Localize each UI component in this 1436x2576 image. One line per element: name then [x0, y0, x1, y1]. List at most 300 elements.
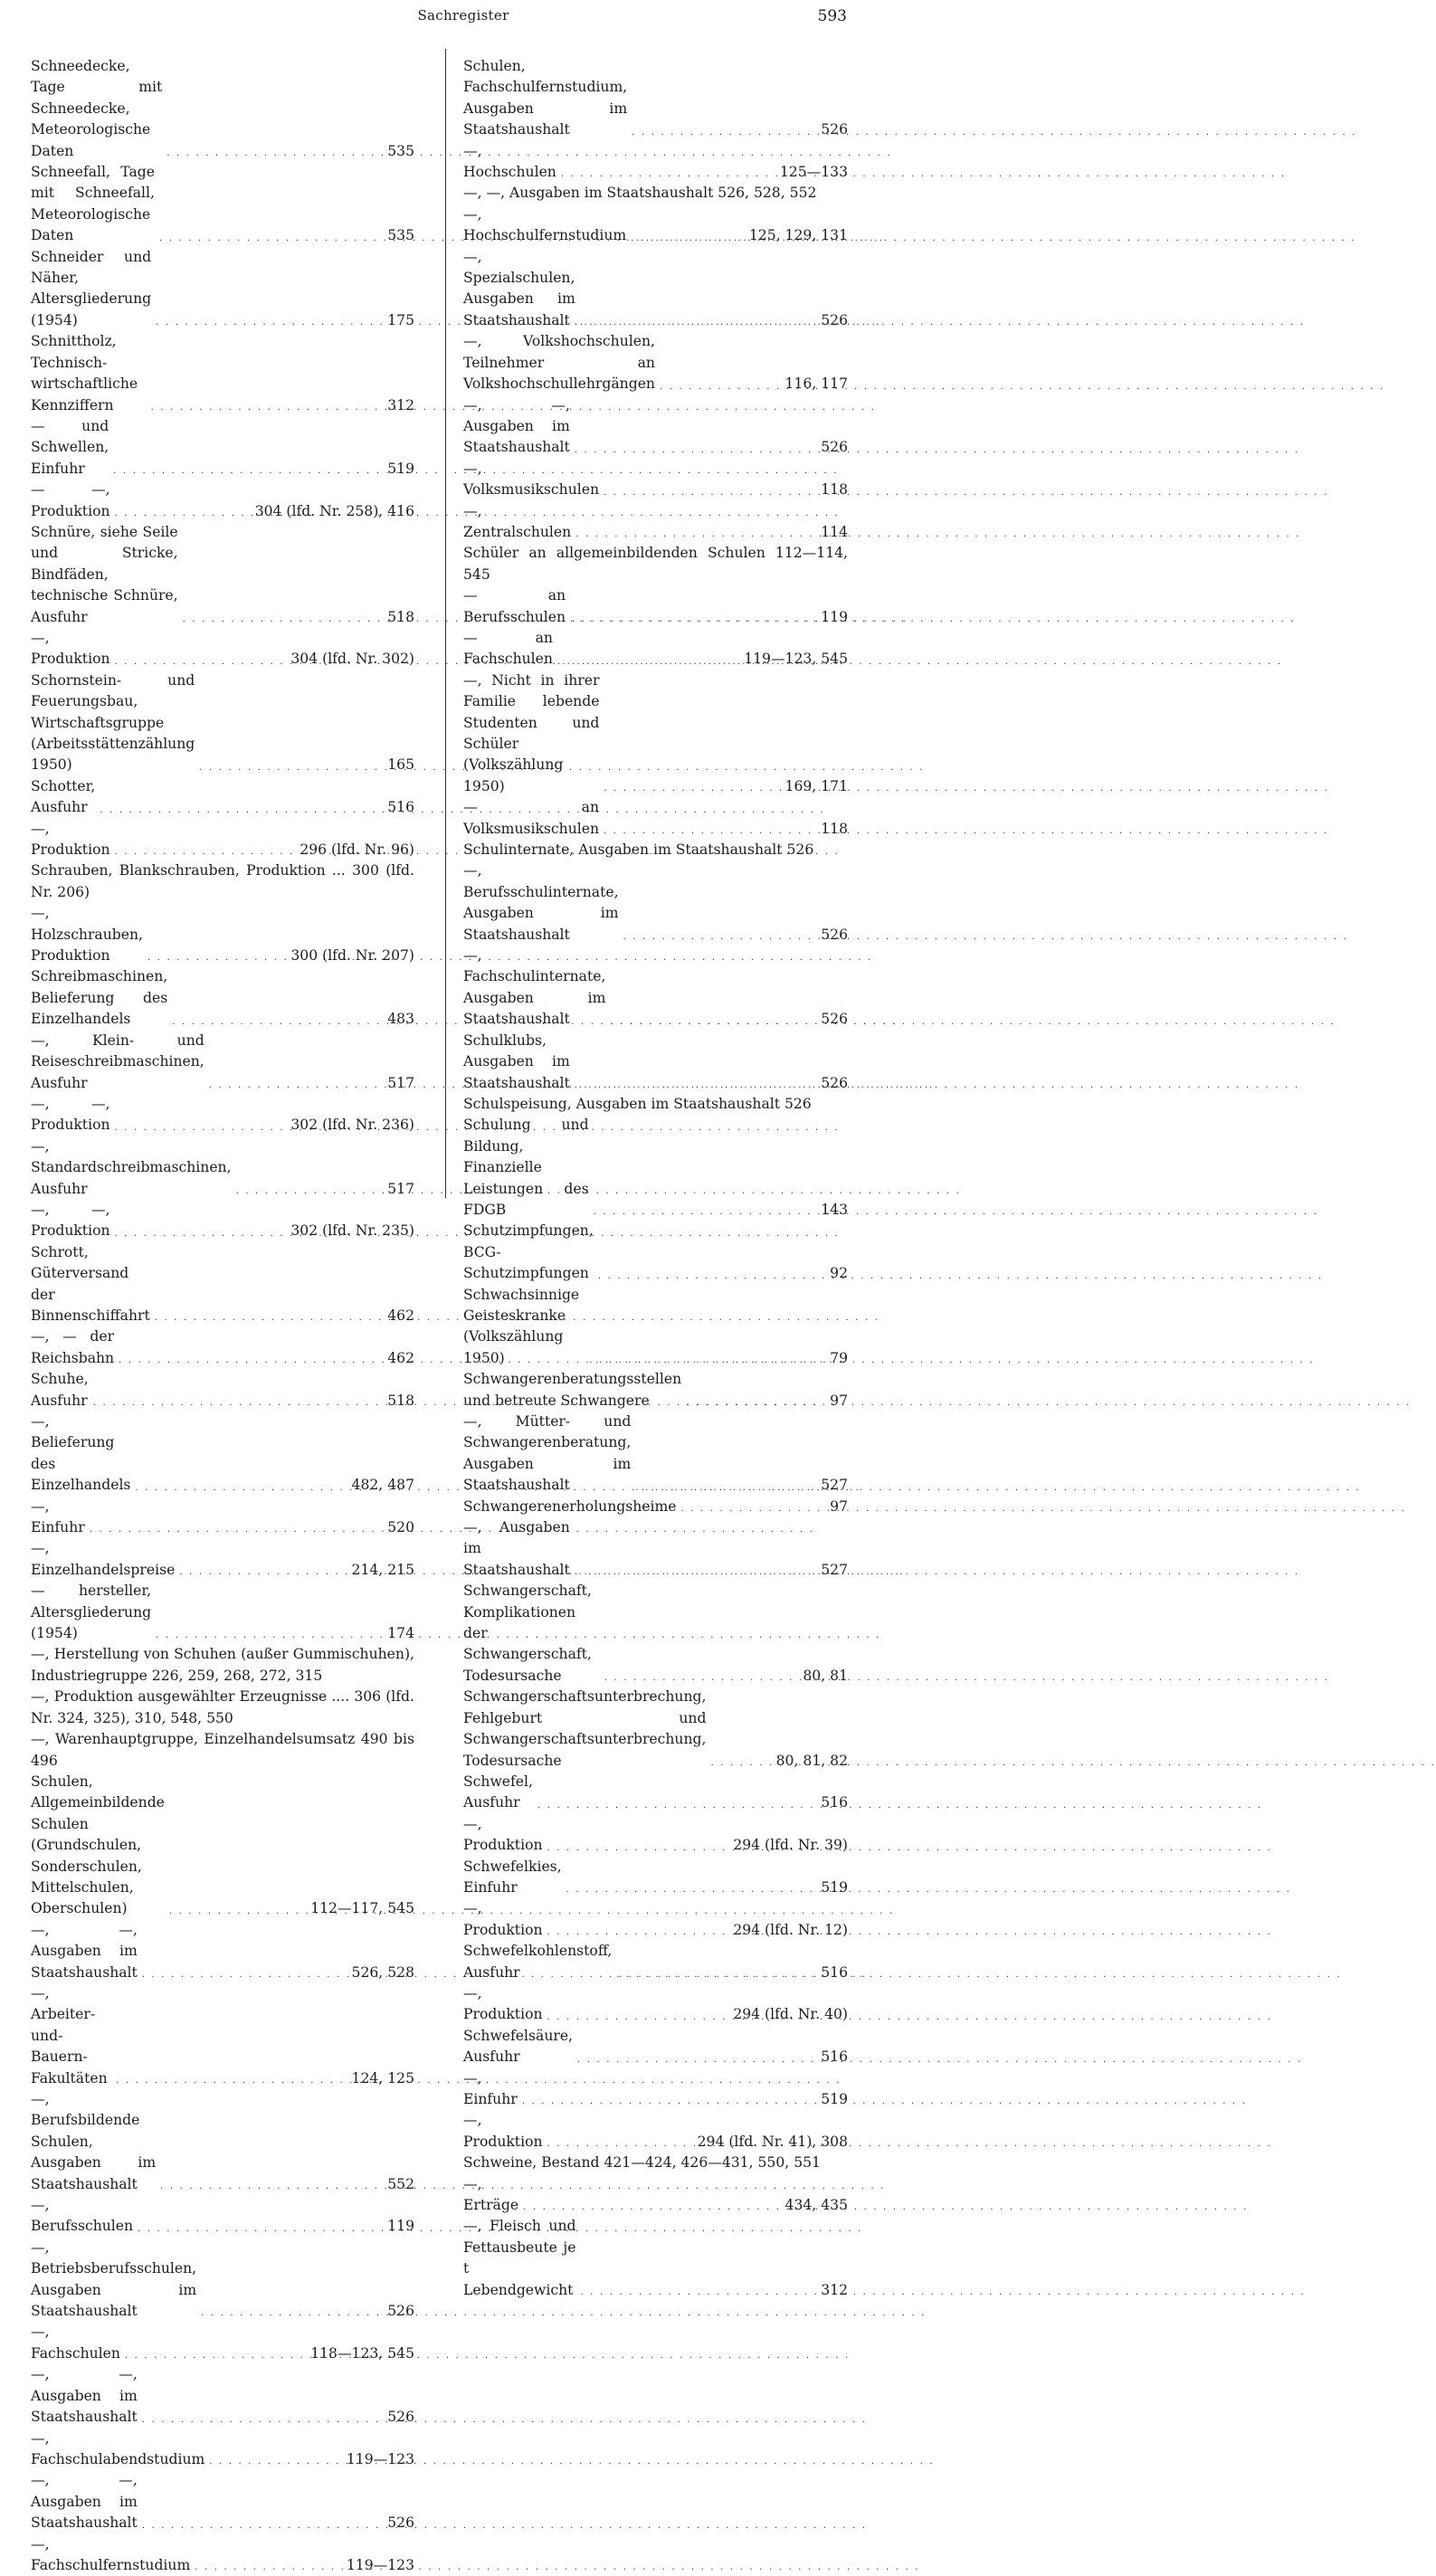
index-entry: [31, 776, 414, 819]
dot-leader: [547, 2141, 693, 2148]
index-entry-pages: 118: [821, 820, 848, 837]
index-entry: [31, 480, 414, 522]
index-entry-pages: 125, 129, 131: [748, 227, 848, 244]
dot-leader: [236, 1188, 384, 1195]
index-entry-text: —, Berufsbildende Schulen, Ausgaben im Staatshaushalt: [31, 2091, 157, 2192]
index-entry-pages: 174: [387, 1625, 414, 1642]
index-entry: [463, 2068, 848, 2111]
index-entry-text: —, Holzschrauben, Produktion: [31, 905, 143, 965]
dot-leader: [547, 1929, 729, 1936]
dot-leader: [156, 1632, 383, 1640]
index-entry: [463, 1857, 848, 1899]
index-entry: [31, 1497, 414, 1539]
index-entry-text: —, —, Ausgaben im Staatshaushalt 526, 528, 552: [463, 185, 817, 202]
index-entry-pages: 97: [830, 1497, 848, 1515]
index-entry-text: Schwefelsäure, Ausfuhr: [463, 2027, 574, 2066]
index-entry: [463, 1941, 848, 1983]
index-entry: [463, 2110, 848, 2153]
index-entry: [463, 1031, 848, 1094]
dot-leader: [159, 235, 383, 242]
index-entry: [31, 56, 414, 162]
index-entry-text: —, Produktion: [31, 820, 110, 859]
index-entry: [31, 1538, 414, 1581]
index-entry-text: —, Fleisch und Fettausbeute je t Lebendgewicht: [463, 2218, 576, 2298]
index-entry-pages: 462: [387, 1349, 414, 1366]
running-title: Sachregister: [417, 7, 509, 24]
index-entry-pages: 483: [387, 1011, 414, 1028]
index-entry-text: — an Volksmusikschulen: [463, 799, 600, 837]
index-entry: [463, 860, 848, 946]
dot-leader: [632, 129, 816, 137]
index-entry: [463, 247, 848, 332]
index-entry-text: —, Volkshochschulen, Teilnehmer an Volkshochschullehrgängen: [463, 333, 655, 393]
index-entry: [31, 1687, 414, 1729]
dot-leader: [547, 2014, 729, 2021]
index-entry-pages: 304 (lfd. Nr. 302): [290, 651, 414, 668]
index-entry-text: Schwefel, Ausfuhr: [463, 1773, 533, 1811]
index-entry-text: —, Hochschulfernstudium: [463, 205, 627, 244]
index-entry: [463, 543, 848, 585]
index-entry-text: —, Produktion: [463, 1900, 543, 1938]
index-entry-text: Schwefelkies, Einfuhr: [463, 1858, 562, 1896]
index-entry-pages: 312: [821, 2281, 848, 2298]
index-entry: [463, 946, 848, 1031]
index-entry-pages: 516: [387, 799, 414, 816]
index-entry-pages: 214, 215: [351, 1561, 414, 1578]
index-entry-pages: 516: [821, 1794, 848, 1811]
index-entry: [463, 1412, 848, 1497]
dot-leader: [547, 1845, 729, 1852]
index-entry: [31, 416, 414, 480]
index-entry: [463, 1983, 848, 2026]
index-entry-pages: 116, 117: [785, 375, 848, 393]
index-entry-pages: 124, 125: [351, 2069, 414, 2086]
dot-leader: [142, 2417, 383, 2424]
dot-leader: [589, 1357, 825, 1364]
index-entry-pages: 482, 487: [351, 1477, 414, 1494]
index-entry-text: Schulen, Allgemeinbildende Schulen (Grundschulen, Sonderschulen, Mittelschulen, Oberschulen): [31, 1773, 165, 1917]
index-entry: [463, 2174, 848, 2217]
index-entry-text: —, Standardschreibmaschinen, Ausfuhr: [31, 1137, 232, 1197]
index-entry-text: Schnüre, siehe Seile und Stricke, Bindfäden, technische Schnüre, Ausfuhr: [31, 523, 178, 625]
dot-leader: [604, 1675, 799, 1682]
index-entry-text: Schwachsinnige Geisteskranke (Volkszählung 1950): [463, 1286, 580, 1366]
index-entry-pages: 119—123, 545: [744, 651, 848, 668]
index-entry-text: Schwangerschaftsunterbrechung, Fehlgeburt und Schwangerschaftsunterbrechung, Todesursache: [463, 1688, 707, 1769]
dot-leader: [166, 150, 383, 157]
index-entry-text: Schneider und Näher, Altersgliederung (1954): [31, 248, 152, 328]
index-column-left: [31, 56, 414, 2576]
index-entry: [31, 1031, 414, 1094]
index-entry-text: — —, Produktion: [31, 481, 110, 519]
index-entry-text: Schwangerenerholungsheime: [463, 1497, 677, 1515]
index-entry: [31, 1200, 414, 1242]
index-entry: [463, 141, 848, 184]
index-entry: [31, 2534, 414, 2576]
index-entry-pages: 92: [830, 1265, 848, 1282]
index-entry: [31, 903, 414, 966]
index-entry-pages: 526: [387, 2303, 414, 2320]
index-entry: [31, 819, 414, 861]
index-entry: [31, 1772, 414, 1920]
index-entry: [463, 1094, 848, 1115]
index-entry: [463, 1581, 848, 1687]
index-entry-text: —, Fachschulabendstudium: [31, 2429, 205, 2467]
index-entry: [463, 204, 848, 247]
dot-leader: [598, 1273, 825, 1280]
index-entry: [31, 2089, 414, 2195]
dot-leader: [93, 1400, 384, 1407]
index-entry-text: Schüler an allgemeinbildenden Schulen 112—114, 545: [463, 545, 848, 583]
dot-leader: [557, 659, 739, 666]
index-entry-pages: 434, 435: [785, 2197, 848, 2214]
index-entry: [31, 1644, 414, 1687]
index-entry-pages: 118: [821, 481, 848, 499]
index-entry-text: Schwangerenberatungsstellen und betreute Schwangere: [463, 1371, 682, 1409]
index-entry: [463, 2216, 848, 2301]
index-entry-pages: 296 (lfd. Nr. 96): [300, 841, 414, 859]
index-entry: [31, 2470, 414, 2533]
dot-leader: [201, 2310, 383, 2317]
index-entry-text: Schwefelkohlenstoff, Ausfuhr: [463, 1943, 613, 1981]
index-entry-pages: 519: [821, 2091, 848, 2107]
index-entry-pages: 119: [821, 608, 848, 625]
dot-leader: [710, 1760, 771, 1767]
index-entry-text: —, Erträge: [463, 2175, 519, 2214]
index-entry-pages: 526: [821, 1074, 848, 1091]
index-entry-text: Schornstein- und Feuerungsbau, Wirtschaftsgruppe (Arbeitsstättenzählung 1950): [31, 671, 195, 774]
index-entry-pages: 302 (lfd. Nr. 235): [290, 1222, 414, 1240]
index-entry-pages: 517: [387, 1180, 414, 1197]
index-entry: [463, 2153, 848, 2173]
index-entry-pages: 300 (lfd. Nr. 207): [290, 947, 414, 965]
index-entry-pages: 114: [821, 523, 848, 540]
index-entry-pages: 312: [387, 396, 414, 413]
index-entry-text: — hersteller, Altersgliederung (1954): [31, 1583, 152, 1642]
dot-leader: [686, 1400, 825, 1407]
index-entry-pages: 516: [821, 2048, 848, 2066]
dot-leader: [616, 1972, 816, 1979]
dot-leader: [115, 510, 251, 518]
dot-leader: [151, 404, 384, 412]
dot-leader: [577, 2057, 816, 2064]
index-entry-pages: 302 (lfd. Nr. 236): [290, 1117, 414, 1134]
index-entry-pages: 119—123: [346, 2556, 414, 2573]
index-entry-pages: 518: [387, 608, 414, 625]
index-entry: [463, 1898, 848, 1941]
dot-leader: [115, 849, 296, 856]
dot-leader: [183, 616, 384, 623]
dot-leader: [115, 1125, 287, 1132]
index-entry-pages: 552: [387, 2175, 414, 2192]
index-entry-text: Schwangerschaft, Komplikationen der Schwangerschaft, Todesursache: [463, 1583, 592, 1684]
dot-leader: [115, 1231, 287, 1238]
index-entry-text: — an Fachschulen: [463, 629, 553, 668]
dot-leader: [635, 1485, 816, 1492]
index-entry: [463, 1772, 848, 1814]
index-entry-text: —, — der Reichsbahn: [31, 1328, 115, 1366]
index-entry-text: Schulklubs, Ausgaben im Staatshaushalt: [463, 1031, 570, 1091]
dot-leader: [209, 2458, 342, 2466]
index-entry-pages: 519: [821, 1878, 848, 1896]
index-entry: [31, 966, 414, 1030]
dot-leader: [523, 2204, 780, 2211]
index-entry: [463, 628, 848, 670]
index-entry: [31, 1729, 414, 1772]
dot-leader: [604, 490, 816, 497]
index-entry-text: —, Fachschulinternate, Ausgaben im Staatshaushalt: [463, 947, 606, 1028]
index-entry: [31, 670, 414, 776]
index-entry: [463, 670, 848, 797]
index-entry: [463, 1115, 848, 1221]
index-entry-pages: 118—123, 545: [310, 2344, 414, 2362]
index-entry-pages: 526: [821, 121, 848, 138]
index-entry-pages: 526: [821, 1011, 848, 1028]
dot-leader: [581, 2289, 817, 2296]
page-number: 593: [817, 7, 847, 25]
index-entry-text: —, Klein- und Reiseschreibmaschinen, Ausfuhr: [31, 1031, 204, 1091]
dot-leader: [594, 1209, 817, 1216]
index-entry-text: —, Fachschulen: [31, 2324, 120, 2362]
index-entry: [31, 2364, 414, 2428]
dot-leader: [610, 1019, 816, 1026]
dot-leader: [135, 1485, 347, 1492]
index-entry-pages: 526: [387, 2409, 414, 2426]
index-entry-pages: 80, 81, 82: [775, 1752, 848, 1769]
index-entry-pages: 526, 528: [351, 1963, 414, 1981]
index-entry-pages: 518: [387, 1392, 414, 1409]
index-entry: [463, 1221, 848, 1284]
index-entry-pages: 119: [387, 2218, 414, 2235]
index-entry-text: —, Einfuhr: [463, 2069, 518, 2107]
index-entry-pages: 97: [830, 1392, 848, 1409]
dot-leader: [575, 1569, 816, 1576]
dot-leader: [575, 447, 816, 454]
index-entry-pages: 143: [821, 1201, 848, 1218]
index-entry: [463, 331, 848, 394]
dot-leader: [142, 2523, 383, 2530]
index-entry: [463, 840, 848, 860]
index-entry-text: Schrott, Güterversand der Binnenschiffahrt: [31, 1243, 150, 1324]
index-entry: [463, 459, 848, 501]
index-entry-text: —, Belieferung des Einzelhandels: [31, 1413, 131, 1494]
index-entry-text: Schrauben, Blankschrauben, Produktion ... 300 (lfd. Nr. 206): [31, 862, 414, 900]
index-entry-pages: 165: [387, 756, 414, 774]
index-entry-pages: 462: [387, 1307, 414, 1324]
dot-leader: [199, 765, 383, 772]
index-entry: [31, 247, 414, 332]
index-entry: [31, 1094, 414, 1136]
index-entry-text: —, Zentralschulen: [463, 502, 572, 540]
dot-leader: [566, 1887, 817, 1894]
dot-leader: [115, 659, 287, 666]
index-entry: [31, 860, 414, 903]
dot-leader: [155, 1315, 384, 1322]
dot-leader: [195, 2564, 342, 2571]
index-entry-pages: 526: [821, 311, 848, 328]
index-entry-text: —, Fachschulfernstudium: [31, 2535, 191, 2573]
index-entry: [31, 2429, 414, 2471]
index-entry-text: Schutzimpfungen, BCG-Schutzimpfungen: [463, 1222, 594, 1282]
index-entry: [31, 162, 414, 247]
index-entry-text: —, Mütter- und Schwangerenberatung, Ausgaben im Staatshaushalt: [463, 1413, 632, 1494]
index-entry: [463, 1517, 848, 1581]
dot-leader: [537, 1802, 816, 1810]
index-entry-text: Schneefall, Tage mit Schneefall, Meteorologische Daten: [31, 164, 155, 244]
index-entry: [463, 1285, 848, 1370]
index-entry-text: Schulung und Bildung, Finanzielle Leistungen des FDGB: [463, 1117, 589, 1218]
index-entry-text: Schulinternate, Ausgaben im Staatshaushalt 526: [463, 841, 814, 859]
index-entry: [31, 1369, 414, 1412]
index-entry-text: —, Betriebsberufsschulen, Ausgaben im Staatshaushalt: [31, 2239, 197, 2320]
dot-leader: [113, 468, 383, 475]
dot-leader: [172, 1019, 383, 1026]
index-entry-pages: 119—123: [346, 2450, 414, 2467]
index-entry-text: —, Berufsschulinternate, Ausgaben im Staatshaushalt: [463, 862, 619, 943]
dot-leader: [160, 2183, 383, 2191]
dot-leader: [575, 531, 816, 538]
index-entry-text: —, Einzelhandelspreise: [31, 1540, 176, 1578]
index-entry-text: Schotter, Ausfuhr: [31, 777, 96, 816]
index-entry-text: —, Produktion: [463, 2112, 543, 2150]
dot-leader: [575, 1082, 816, 1089]
index-entry-pages: 526: [821, 926, 848, 943]
index-entry-pages: 535: [387, 227, 414, 244]
index-entry: [463, 183, 848, 204]
index-entry: [31, 1242, 414, 1327]
index-entry: [463, 1687, 848, 1772]
dot-leader: [100, 807, 383, 814]
index-entry-text: —, Einfuhr: [31, 1497, 85, 1536]
index-entry-pages: 112—117, 545: [310, 1900, 414, 1917]
dot-leader: [681, 1506, 826, 1513]
index-entry-text: Schneedecke, Tage mit Schneedecke, Meteorologische Daten: [31, 58, 163, 159]
index-entry-text: —, —, Ausgaben im Staatshaushalt: [463, 396, 570, 456]
index-entry-pages: 294 (lfd. Nr. 12): [733, 1921, 848, 1938]
index-entry-text: Schulen, Fachschulfernstudium, Ausgaben im Staatshaushalt: [463, 58, 628, 138]
dot-leader: [179, 1569, 347, 1576]
index-entry-pages: 535: [387, 142, 414, 159]
index-entry-pages: 79: [830, 1349, 848, 1366]
index-entry: [31, 1920, 414, 1983]
dot-leader: [561, 171, 775, 178]
index-entry-pages: 519: [387, 460, 414, 477]
dot-leader: [604, 785, 780, 793]
index-entry-text: Schnittholz, Technisch-wirtschaftliche Kennziffern: [31, 333, 138, 413]
dot-leader: [156, 319, 383, 327]
index-entry: [31, 1412, 414, 1497]
index-entry: [463, 797, 848, 840]
dot-leader: [142, 1972, 347, 1979]
dot-leader: [631, 235, 745, 242]
index-entry-text: —, Produktion: [463, 1815, 543, 1854]
index-entry-pages: 294 (lfd. Nr. 39): [733, 1837, 848, 1854]
index-entry: [463, 501, 848, 544]
index-entry-text: —, Produktion: [463, 1984, 543, 2023]
index-entry-text: —, Hochschulen: [463, 142, 556, 181]
index-entry: [31, 2322, 414, 2364]
index-entry: [463, 585, 848, 628]
index-entry-text: Schreibmaschinen, Belieferung des Einzelhandels: [31, 968, 168, 1028]
index-entry: [463, 2026, 848, 2068]
dot-leader: [522, 2098, 817, 2105]
dot-leader: [623, 934, 817, 941]
index-entry-text: —, Spezialschulen, Ausgaben im Staatshaushalt: [463, 248, 575, 328]
index-entry-text: —, —, Produktion: [31, 1095, 110, 1134]
index-entry-pages: 526: [821, 439, 848, 456]
index-entry-pages: 294 (lfd. Nr. 40): [733, 2006, 848, 2023]
index-entry-text: —, —, Produktion: [31, 1201, 110, 1240]
dot-leader: [125, 2353, 306, 2360]
dot-leader: [119, 1357, 383, 1364]
index-entry-text: —, —, Ausgaben im Staatshaushalt: [31, 2366, 138, 2426]
index-entry-text: —, Berufsschulen: [31, 2197, 134, 2235]
index-entry-text: Schulspeisung, Ausgaben im Staatshaushalt 526: [463, 1095, 812, 1112]
index-entry: [31, 331, 414, 416]
index-entry-text: —, Arbeiter-und-Bauern-Fakultäten: [31, 1984, 108, 2086]
index-entry: [31, 522, 414, 628]
index-entry-pages: 80, 81: [803, 1667, 848, 1684]
index-entry: [31, 2195, 414, 2238]
dot-leader: [580, 319, 817, 327]
index-entry-text: —, Ausgaben im Staatshaushalt: [463, 1519, 570, 1578]
index-entry-text: —, Herstellung von Schuhen (außer Gummischuhen), Industriegruppe 226, 259, 268, 272, 315: [31, 1646, 414, 1684]
index-entry-pages: 516: [821, 1963, 848, 1981]
index-entry-text: Schweine, Bestand 421—424, 426—431, 550, 551: [463, 2154, 821, 2172]
index-entry-pages: 527: [821, 1561, 848, 1578]
index-entry-text: —, Produktion ausgewählter Erzeugnisse .... 306 (lfd. Nr. 324, 325), 310, 548, 550: [31, 1688, 414, 1726]
index-entry: [31, 2238, 414, 2323]
index-entry: [31, 1136, 414, 1200]
index-entry-text: —, Nicht in ihrer Familie lebende Studenten und Schüler (Volkszählung 1950): [463, 671, 600, 794]
index-entry-text: —, —, Ausgaben im Staatshaushalt: [31, 1921, 138, 1981]
index-entry-pages: 125—133: [779, 164, 848, 181]
index-entry: [463, 1497, 848, 1517]
dot-leader: [660, 384, 781, 391]
index-entry-text: —, —, Ausgaben im Staatshaushalt: [31, 2472, 138, 2532]
index-entry-text: Schuhe, Ausfuhr: [31, 1371, 89, 1409]
index-entry-text: —, Volksmusikschulen: [463, 460, 600, 499]
index-entry: [31, 1326, 414, 1369]
index-entry-pages: 527: [821, 1477, 848, 1494]
index-column-right: [463, 56, 848, 2301]
index-entry: [463, 1814, 848, 1857]
index-entry-text: —, Warenhauptgruppe, Einzelhandelsumsatz 490 bis 496: [31, 1731, 414, 1769]
index-entry-pages: 520: [387, 1519, 414, 1536]
dot-leader: [90, 1526, 384, 1534]
index-entry: [31, 1581, 414, 1644]
index-entry: [31, 628, 414, 670]
dot-leader: [147, 955, 286, 962]
dot-leader: [116, 2077, 347, 2085]
index-entry-pages: 304 (lfd. Nr. 258), 416: [254, 502, 414, 519]
index-entry: [463, 395, 848, 459]
dot-leader: [604, 828, 816, 835]
index-entry-text: — an Berufsschulen: [463, 587, 566, 625]
index-entry: [463, 1369, 848, 1412]
index-entry-text: — und Schwellen, Einfuhr: [31, 417, 109, 477]
index-entry-pages: 517: [387, 1074, 414, 1091]
index-entry-pages: 526: [387, 2514, 414, 2532]
index-entry: [463, 56, 848, 141]
index-entry-pages: 169, 171: [785, 777, 848, 794]
dot-leader: [209, 1082, 383, 1089]
index-entry-text: —, Produktion: [31, 629, 110, 668]
dot-leader: [138, 2226, 383, 2233]
index-entry-pages: 294 (lfd. Nr. 41), 308: [697, 2133, 848, 2150]
dot-leader: [169, 1908, 306, 1915]
dot-leader: [570, 616, 816, 623]
